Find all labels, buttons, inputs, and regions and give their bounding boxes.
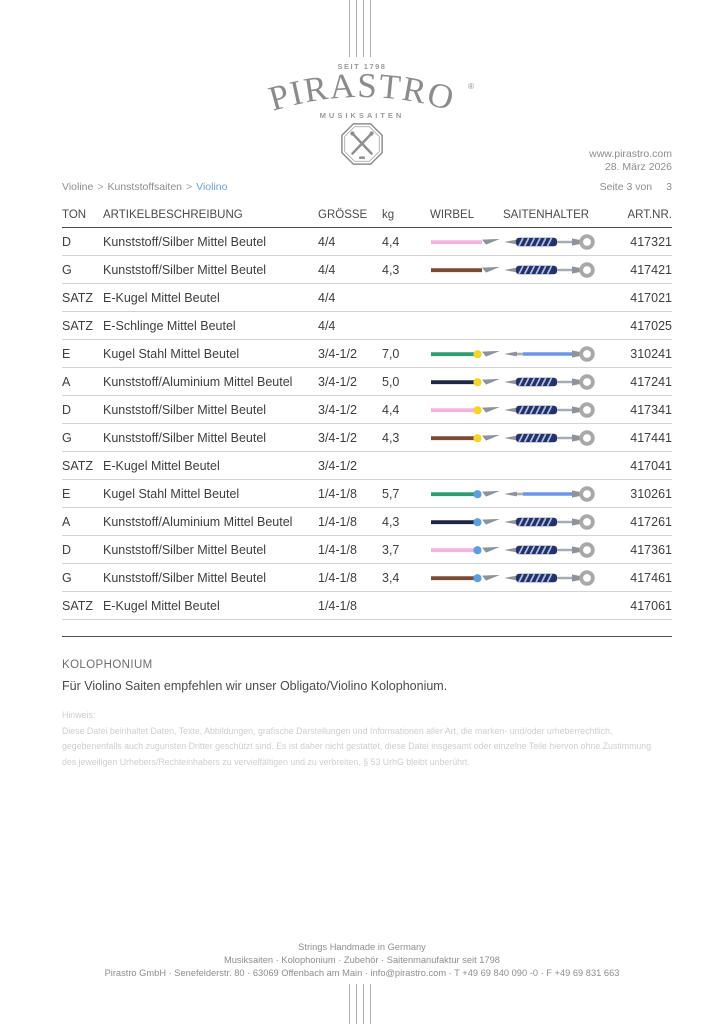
saitenhalter-graphic [503, 228, 603, 255]
cell-artnr: 417341 [630, 402, 672, 417]
pirastro-logo-text: PIRASTRO [264, 72, 460, 119]
page-indicator-label: Seite 3 von [599, 181, 653, 193]
cell-kg: 4,3 [382, 514, 400, 529]
cell-kg: 4,4 [382, 234, 400, 249]
saitenhalter-graphic [503, 592, 603, 619]
cell-kg: 3,4 [382, 570, 400, 585]
table-row [62, 536, 672, 564]
cell-ton: D [62, 402, 72, 417]
wirbel-graphic [430, 536, 503, 563]
cell-artnr: 417441 [630, 430, 672, 445]
column-header-groesse: GRÖSSE [318, 209, 368, 221]
cell-beschreibung: E-Kugel Mittel Beutel [103, 458, 220, 473]
cell-beschreibung: Kunststoff/Silber Mittel Beutel [103, 262, 267, 277]
cell-beschreibung: Kunststoff/Silber Mittel Beutel [103, 570, 267, 585]
cell-groesse: 1/4-1/8 [318, 570, 357, 585]
musiksaiten-label: MUSIKSAITEN [319, 111, 405, 120]
saitenhalter-graphic [503, 312, 603, 339]
cell-kg: 7,0 [382, 346, 400, 361]
footer [0, 941, 724, 980]
cell-artnr: 417021 [630, 290, 672, 305]
cell-kg: 5,0 [382, 374, 400, 389]
cell-ton: SATZ [62, 598, 94, 613]
breadcrumb [62, 181, 228, 193]
column-header-wirbel: WIRBEL [430, 209, 475, 221]
saitenhalter-graphic [503, 256, 603, 283]
cell-beschreibung: E-Schlinge Mittel Beutel [103, 318, 236, 333]
table-body [62, 228, 672, 620]
cell-kg: 4,4 [382, 402, 400, 417]
cell-ton: E [62, 346, 71, 361]
website-link[interactable]: www.pirastro.com [589, 148, 672, 160]
wirbel-graphic [430, 564, 503, 591]
cell-ton: SATZ [62, 458, 94, 473]
wirbel-graphic [430, 508, 503, 535]
cell-groesse: 3/4-1/2 [318, 430, 357, 445]
cell-artnr: 417241 [630, 374, 672, 389]
breadcrumb-separator: > [97, 181, 104, 193]
legal-notice [62, 708, 678, 770]
legal-notice-line: Diese Datei beinhaltet Daten, Texte, Abbildungen, grafische Darstellungen und Informationen aller Art, die marken- und/oder urheberrechtlich, [62, 725, 613, 736]
column-header-artikelbeschreibung: ARTIKELBESCHREIBUNG [103, 209, 243, 221]
legal-notice-label: Hinweis: [62, 710, 96, 720]
cell-ton: G [62, 430, 72, 445]
saitenhalter-graphic [503, 536, 603, 563]
cell-ton: E [62, 486, 71, 501]
cell-kg: 4,3 [382, 430, 400, 445]
cell-beschreibung: E-Kugel Mittel Beutel [103, 290, 220, 305]
wirbel-graphic [430, 256, 503, 283]
cell-groesse: 4/4 [318, 262, 336, 277]
wirbel-graphic [430, 368, 503, 395]
table-row [62, 340, 672, 368]
saitenhalter-graphic [503, 340, 603, 367]
breadcrumb-item[interactable]: Violine [62, 181, 94, 193]
table-row [62, 424, 672, 452]
cell-ton: SATZ [62, 318, 94, 333]
table-row [62, 508, 672, 536]
wirbel-graphic [430, 396, 503, 423]
cell-kg: 5,7 [382, 486, 400, 501]
cell-beschreibung: Kugel Stahl Mittel Beutel [103, 346, 240, 361]
cell-ton: SATZ [62, 290, 94, 305]
cell-ton: D [62, 234, 72, 249]
cell-ton: A [62, 374, 71, 389]
table-row [62, 564, 672, 592]
table-row [62, 480, 672, 508]
saitenhalter-graphic [503, 284, 603, 311]
breadcrumb-item[interactable]: Kunststoffsaiten [107, 181, 183, 193]
seit-1798-label: SEIT 1798 [337, 62, 387, 71]
cell-groesse: 1/4-1/8 [318, 514, 357, 529]
wirbel-graphic [430, 424, 503, 451]
table-row [62, 368, 672, 396]
saitenhalter-graphic [503, 508, 603, 535]
cell-artnr: 417025 [630, 318, 672, 333]
cell-groesse: 1/4-1/8 [318, 486, 357, 501]
cell-artnr: 417321 [630, 234, 672, 249]
legal-notice-lines [62, 724, 678, 771]
cell-artnr: 417421 [630, 262, 672, 277]
wirbel-graphic [430, 340, 503, 367]
cell-groesse: 3/4-1/2 [318, 374, 357, 389]
cell-groesse: 4/4 [318, 318, 336, 333]
cell-kg: 3,7 [382, 542, 400, 557]
table-header-row [62, 203, 672, 227]
page-indicator [600, 181, 672, 193]
cell-groesse: 1/4-1/8 [318, 542, 357, 557]
emblem-octagon-icon [339, 121, 385, 167]
cell-ton: G [62, 570, 72, 585]
table-row [62, 284, 672, 312]
table-row [62, 396, 672, 424]
cell-groesse: 3/4-1/2 [318, 346, 357, 361]
saitenhalter-graphic [503, 564, 603, 591]
cell-beschreibung: Kunststoff/Silber Mittel Beutel [103, 234, 267, 249]
footer-line: Musiksaiten · Kolophonium · Zubehör · Saitenmanufaktur seit 1798 [224, 955, 500, 965]
table-row [62, 592, 672, 620]
wirbel-graphic [430, 312, 503, 339]
cell-groesse: 4/4 [318, 290, 336, 305]
cell-groesse: 3/4-1/2 [318, 402, 357, 417]
cell-ton: A [62, 514, 71, 529]
section-divider [62, 636, 672, 637]
cell-kg: 4,3 [382, 262, 400, 277]
footer-line: Strings Handmade in Germany [298, 942, 426, 952]
date-label: 28. März 2026 [604, 161, 672, 173]
cell-ton: G [62, 262, 72, 277]
wirbel-graphic [430, 284, 503, 311]
cell-ton: D [62, 542, 72, 557]
cell-artnr: 417261 [630, 514, 672, 529]
cell-beschreibung: Kugel Stahl Mittel Beutel [103, 486, 240, 501]
table-row [62, 256, 672, 284]
table-row [62, 312, 672, 340]
breadcrumb-separator: > [186, 181, 193, 193]
page-number: 3 [666, 181, 672, 193]
column-header-kg: kg [382, 209, 395, 221]
cell-artnr: 417361 [630, 542, 672, 557]
cell-beschreibung: Kunststoff/Silber Mittel Beutel [103, 542, 267, 557]
cell-groesse: 4/4 [318, 234, 336, 249]
cell-groesse: 3/4-1/2 [318, 458, 357, 473]
column-header-artnr: ART.NR. [627, 209, 672, 221]
saitenhalter-graphic [503, 368, 603, 395]
column-header-saitenhalter: SAITENHALTER [503, 209, 590, 221]
cell-beschreibung: Kunststoff/Silber Mittel Beutel [103, 430, 267, 445]
saitenhalter-graphic [503, 396, 603, 423]
product-table [62, 203, 672, 620]
registered-mark: ® [468, 82, 474, 91]
cell-beschreibung: Kunststoff/Silber Mittel Beutel [103, 402, 267, 417]
saitenhalter-graphic [503, 424, 603, 451]
legal-notice-line: des jeweiligen Urhebers/Rechteinhabers zu vervielfältigen und zu verbreiten. § 53 UrhG bleibt unberührt. [62, 756, 470, 767]
saitenhalter-graphic [503, 452, 603, 479]
kolophonium-text: Für Violino Saiten empfehlen wir unser Obligato/Violino Kolophonium. [62, 679, 448, 693]
cell-artnr: 417461 [630, 570, 672, 585]
cell-groesse: 1/4-1/8 [318, 598, 357, 613]
table-row [62, 228, 672, 256]
header-meta [589, 148, 672, 174]
wirbel-graphic [430, 592, 503, 619]
saitenhalter-graphic [503, 480, 603, 507]
cell-beschreibung: Kunststoff/Aluminium Mittel Beutel [103, 514, 293, 529]
cell-beschreibung: E-Kugel Mittel Beutel [103, 598, 220, 613]
cell-artnr: 417041 [630, 458, 672, 473]
wirbel-graphic [430, 480, 503, 507]
column-header-ton: TON [62, 209, 87, 221]
cell-artnr: 310241 [630, 346, 672, 361]
cell-artnr: 310261 [630, 486, 672, 501]
wirbel-graphic [430, 228, 503, 255]
cell-beschreibung: Kunststoff/Aluminium Mittel Beutel [103, 374, 293, 389]
strings-bottom-icon [347, 984, 373, 1024]
kolophonium-heading: KOLOPHONIUM [62, 659, 153, 671]
legal-notice-line: gegebenenfalls auch zugunsten Dritter geschützt sind. Es ist daher nicht gestattet, diese Datei insgesamt oder einzelne Teile hiervon ohne Zustimmung [62, 741, 652, 751]
wirbel-graphic [430, 452, 503, 479]
strings-top-icon [347, 0, 373, 57]
table-row [62, 452, 672, 480]
footer-line: Pirastro GmbH · Senefelderstr. 80 · 63069 Offenbach am Main · info@pirastro.com · T +49 69 840 090 -0 · F +49 69 831 663 [104, 968, 620, 978]
breadcrumb-item[interactable]: Violino [196, 181, 228, 193]
cell-artnr: 417061 [630, 598, 672, 613]
